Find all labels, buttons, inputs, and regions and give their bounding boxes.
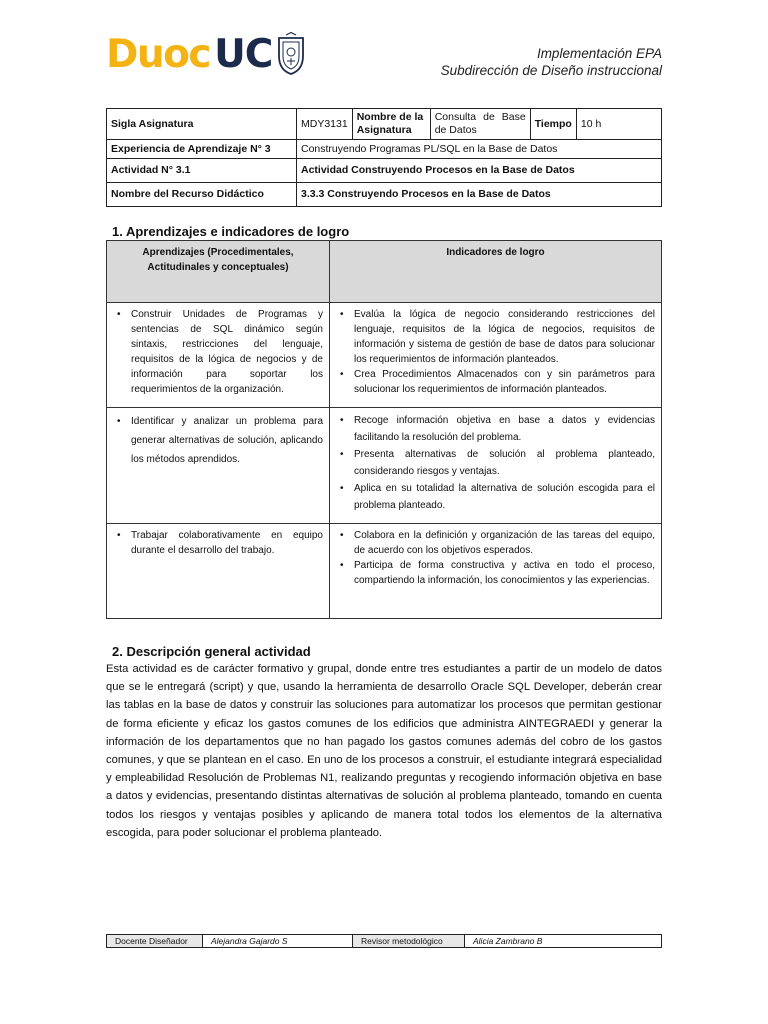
indicadores-cell bbox=[330, 524, 662, 619]
bullet-icon: • bbox=[117, 309, 121, 320]
table-header-row bbox=[107, 241, 662, 303]
aprendizaje-text: Trabajar colaborativamente en equipo durante el desarrollo del trabajo. bbox=[131, 530, 323, 556]
aprendizaje-text: Construir Unidades de Programas y sentencias de SQL dinámico según sintaxis, restricciones del lenguaje, requisitos de la lógica de negocios y de información para soportar los requerimientos de la organización. bbox=[131, 309, 323, 395]
bullet-icon: • bbox=[117, 530, 121, 541]
bullet-icon: • bbox=[117, 416, 121, 427]
aprendizaje-text: Identificar y analizar un problema para generar alternativas de solución, aplicando los métodos aprendidos. bbox=[131, 416, 323, 465]
list-item bbox=[336, 528, 655, 558]
indicadores-cell bbox=[330, 408, 662, 524]
bullet-icon: • bbox=[340, 415, 344, 426]
indicador-text: Presenta alternativas de solución al problema planteado, considerando riesgos y ventajas. bbox=[354, 449, 655, 477]
logo-duoc-text: Duoc bbox=[106, 31, 211, 77]
nombre-value: Consulta de Base de Datos bbox=[430, 109, 530, 140]
docente-value: Alejandra Gajardo S bbox=[203, 935, 353, 948]
aprendizaje-cell bbox=[107, 408, 330, 524]
actividad-value: Actividad Construyendo Procesos en la Base de Datos bbox=[297, 159, 662, 183]
table-row bbox=[107, 408, 662, 524]
list-item bbox=[113, 412, 323, 469]
sigla-value: MDY3131 bbox=[297, 109, 353, 140]
sigla-label: Sigla Asignatura bbox=[107, 109, 297, 140]
bullet-icon: • bbox=[340, 449, 344, 460]
tiempo-label: Tiempo bbox=[530, 109, 576, 140]
header-line-2: Subdirección de Diseño instruccional bbox=[440, 63, 662, 78]
bullet-icon: • bbox=[340, 530, 344, 541]
header-subtitle bbox=[441, 45, 662, 79]
indicador-text: Colabora en la definición y organización de las tareas del equipo, de acuerdo con los objetivos esperados. bbox=[354, 530, 655, 556]
indicador-text: Evalúa la lógica de negocio considerando restricciones del lenguaje, requisitos de la lógica de negocios, requisitos de información y sistema de gestión de base de datos para solucionar los requerimientos de información planteados. bbox=[354, 309, 655, 365]
table-row bbox=[107, 524, 662, 619]
section-1-heading: 1. Aprendizajes e indicadores de logro bbox=[112, 224, 350, 239]
recurso-label: Nombre del Recurso Didáctico bbox=[107, 183, 297, 207]
course-info-table bbox=[106, 108, 662, 207]
experiencia-value: Construyendo Programas PL/SQL en la Base de Datos bbox=[297, 140, 662, 159]
bullet-icon: • bbox=[340, 369, 344, 380]
aprendizaje-cell bbox=[107, 524, 330, 619]
col-indicadores-header: Indicadores de logro bbox=[330, 241, 662, 303]
list-item bbox=[336, 367, 655, 397]
activity-description: Esta actividad es de carácter formativo y grupal, donde entre tres estudiantes a partir de un modelo de datos que se le entregará (script) y que, usando la herramienta de desarrollo Oracle SQL Developer, deberán crear las tablas en la base de datos y construir las soluciones para automatizar los procesos que permitan gestionar de forma eficiente y eficaz los gastos comunes de los edificios que administra AINTEGRAEDI y generar la información de los departamentos que no han pagado los gastos comunes además del cobro de los gastos comunes, y que se plantean en el caso. En uno de los procesos a construir, el estudiante integrará especialidad y empleabilidad Resolución de Problemas N1, realizando preguntas y recogiendo información objetiva en base a datos y evidencias, presentando distintas alternativas de solución al problema planteado, tomando en cuenta todos los riesgos y ventajas posibles y aplicando de manera total todos los elementos de la alternativa escogida, para poder solucionar el problema planteado. bbox=[106, 663, 662, 839]
header-line-1: Implementación EPA bbox=[536, 46, 662, 61]
indicador-text: Crea Procedimientos Almacenados con y sin parámetros para solucionar los requerimientos de información planteados. bbox=[354, 369, 655, 395]
docente-label: Docente Diseñador bbox=[107, 935, 203, 948]
experiencia-label: Experiencia de Aprendizaje N° 3 bbox=[107, 140, 297, 159]
credits-table bbox=[106, 934, 662, 948]
list-item bbox=[336, 558, 655, 588]
list-item bbox=[336, 446, 655, 480]
university-seal-icon bbox=[276, 32, 306, 76]
bullet-icon: • bbox=[340, 483, 344, 494]
indicador-text: Recoge información objetiva en base a datos y evidencias facilitando la resolución del problema. bbox=[354, 415, 655, 443]
bullet-icon: • bbox=[340, 309, 344, 320]
nombre-label: Nombre de la Asignatura bbox=[352, 109, 430, 140]
col-aprendizajes-header: Aprendizajes (Procedimentales, Actitudinales y conceptuales) bbox=[107, 241, 330, 303]
list-item bbox=[113, 307, 323, 397]
indicador-text: Participa de forma constructiva y activa en todo el proceso, compartiendo la información, los conocimientos y las experiencias. bbox=[354, 560, 655, 586]
duoc-uc-logo bbox=[106, 30, 306, 78]
list-item bbox=[113, 528, 323, 558]
bullet-icon: • bbox=[340, 560, 344, 571]
revisor-label: Revisor metodológico bbox=[353, 935, 465, 948]
table-row bbox=[107, 303, 662, 408]
actividad-label: Actividad N° 3.1 bbox=[107, 159, 297, 183]
indicador-text: Aplica en su totalidad la alternativa de solución escogida para el problema planteado. bbox=[354, 483, 655, 511]
recurso-value: 3.3.3 Construyendo Procesos en la Base de Datos bbox=[297, 183, 662, 207]
list-item bbox=[336, 412, 655, 446]
aprendizaje-cell bbox=[107, 303, 330, 408]
learning-outcomes-table bbox=[106, 240, 662, 619]
tiempo-value: 10 h bbox=[576, 109, 661, 140]
list-item bbox=[336, 307, 655, 367]
list-item bbox=[336, 480, 655, 514]
logo-uc-text: UC bbox=[214, 31, 273, 77]
indicadores-cell bbox=[330, 303, 662, 408]
section-2-heading: 2. Descripción general actividad bbox=[112, 644, 311, 659]
revisor-value: Alicia Zambrano B bbox=[465, 935, 662, 948]
